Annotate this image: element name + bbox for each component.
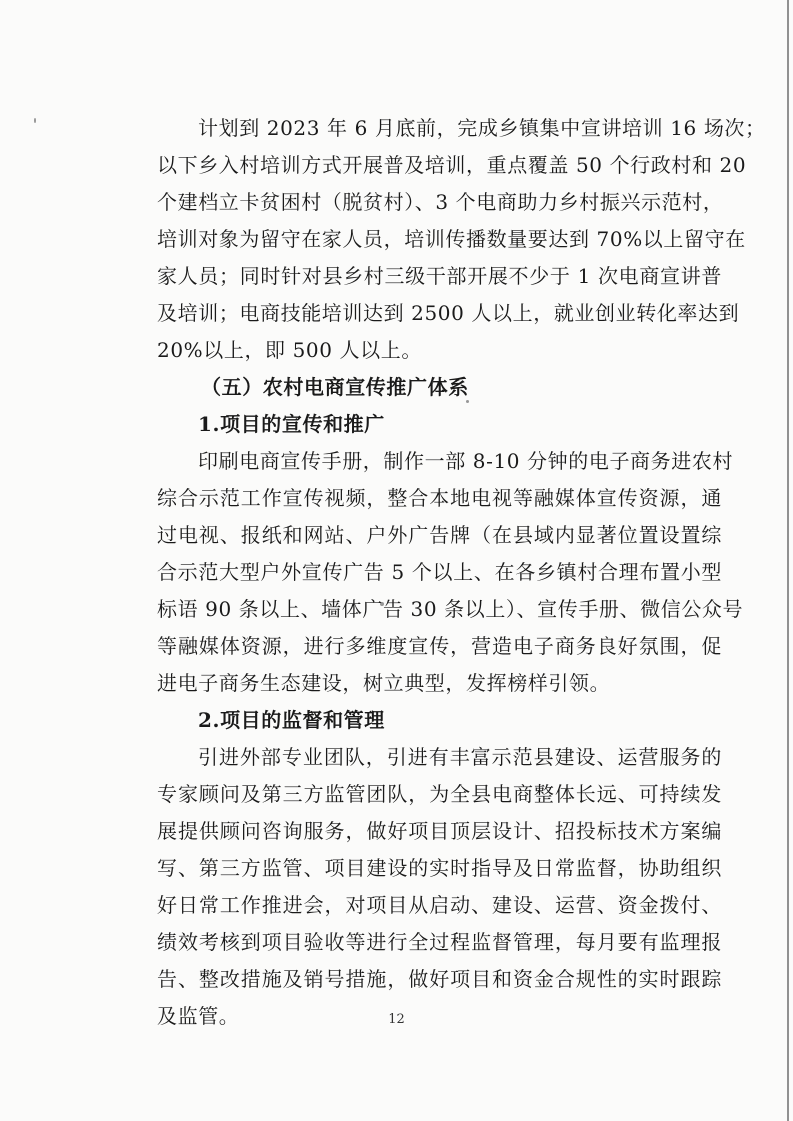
paragraph-line: 告、整改措施及销号措施，做好项目和资金合规性的实时跟踪 (157, 967, 722, 991)
paragraph-line: 写、第三方监管、项目建设的实时指导及日常监督，协助组织 (157, 856, 722, 880)
paragraph-line: 进电子商务生态建设，树立典型，发挥榜样引领。 (157, 671, 611, 695)
section-heading: （五）农村电商宣传推广体系 (201, 375, 469, 399)
subheading-promotion: 1.项目的宣传和推广 (198, 412, 385, 436)
paragraph-line: 个建档立卡贫困村（脱贫村）、3 个电商助力乡村振兴示范村， (157, 190, 724, 214)
paragraph-line: 绩效考核到项目验收等进行全过程监督管理，每月要有监理报 (157, 930, 722, 954)
paragraph-line: 综合示范工作宣传视频，整合本地电视等融媒体宣传资源，通 (157, 486, 722, 510)
document-body (157, 110, 766, 1035)
paragraph-line: 以下乡入村培训方式开展普及培训，重点覆盖 50 个行政村和 20 (157, 153, 747, 177)
paragraph-line: 计划到 2023 年 6 月底前，完成乡镇集中宣讲培训 16 场次； (198, 116, 766, 140)
scan-speck (34, 118, 36, 123)
paragraph-line: 及培训；电商技能培训达到 2500 人以上，就业创业转化率达到 (157, 301, 740, 325)
paragraph-line: 家人员；同时针对县乡村三级干部开展不少于 1 次电商宣讲普 (157, 264, 722, 288)
paragraph-line: 引进外部专业团队，引进有丰富示范县建设、运营服务的 (198, 745, 722, 769)
paragraph-line: 培训对象为留守在家人员，培训传播数量要达到 70%以上留守在 (157, 227, 746, 251)
subheading-supervision: 2.项目的监督和管理 (198, 708, 385, 732)
paragraph-line: 过电视、报纸和网站、户外广告牌（在县域内显著位置设置综 (157, 523, 722, 547)
paragraph-supervision (157, 739, 722, 1035)
page-number: 12 (388, 1012, 405, 1027)
paragraph-line: 合示范大型户外宣传广告 5 个以上、在各乡镇村合理布置小型 (157, 560, 722, 584)
paragraph-line: 印刷电商宣传手册，制作一部 8-10 分钟的电子商务进农村 (198, 449, 734, 473)
paragraph-training-targets (157, 110, 766, 369)
paragraph-promotion (157, 443, 744, 702)
paragraph-line: 及监管。 (157, 1004, 240, 1028)
paragraph-line: 标语 90 条以上、墙体广告 30 条以上）、宣传手册、微信公众号 (157, 597, 744, 621)
paragraph-line: 展提供顾问咨询服务，做好项目顶层设计、招投标技术方案编 (157, 819, 722, 843)
paragraph-line: 等融媒体资源，进行多维度宣传，营造电子商务良好氛围，促 (157, 634, 722, 658)
paragraph-line: 好日常工作推进会，对项目从启动、建设、运营、资金拨付、 (157, 893, 722, 917)
paragraph-line: 专家顾问及第三方监管团队，为全县电商整体长远、可持续发 (157, 782, 722, 806)
scan-border-right (787, 0, 789, 1121)
paragraph-line: 20%以上，即 500 人以上。 (157, 338, 422, 362)
